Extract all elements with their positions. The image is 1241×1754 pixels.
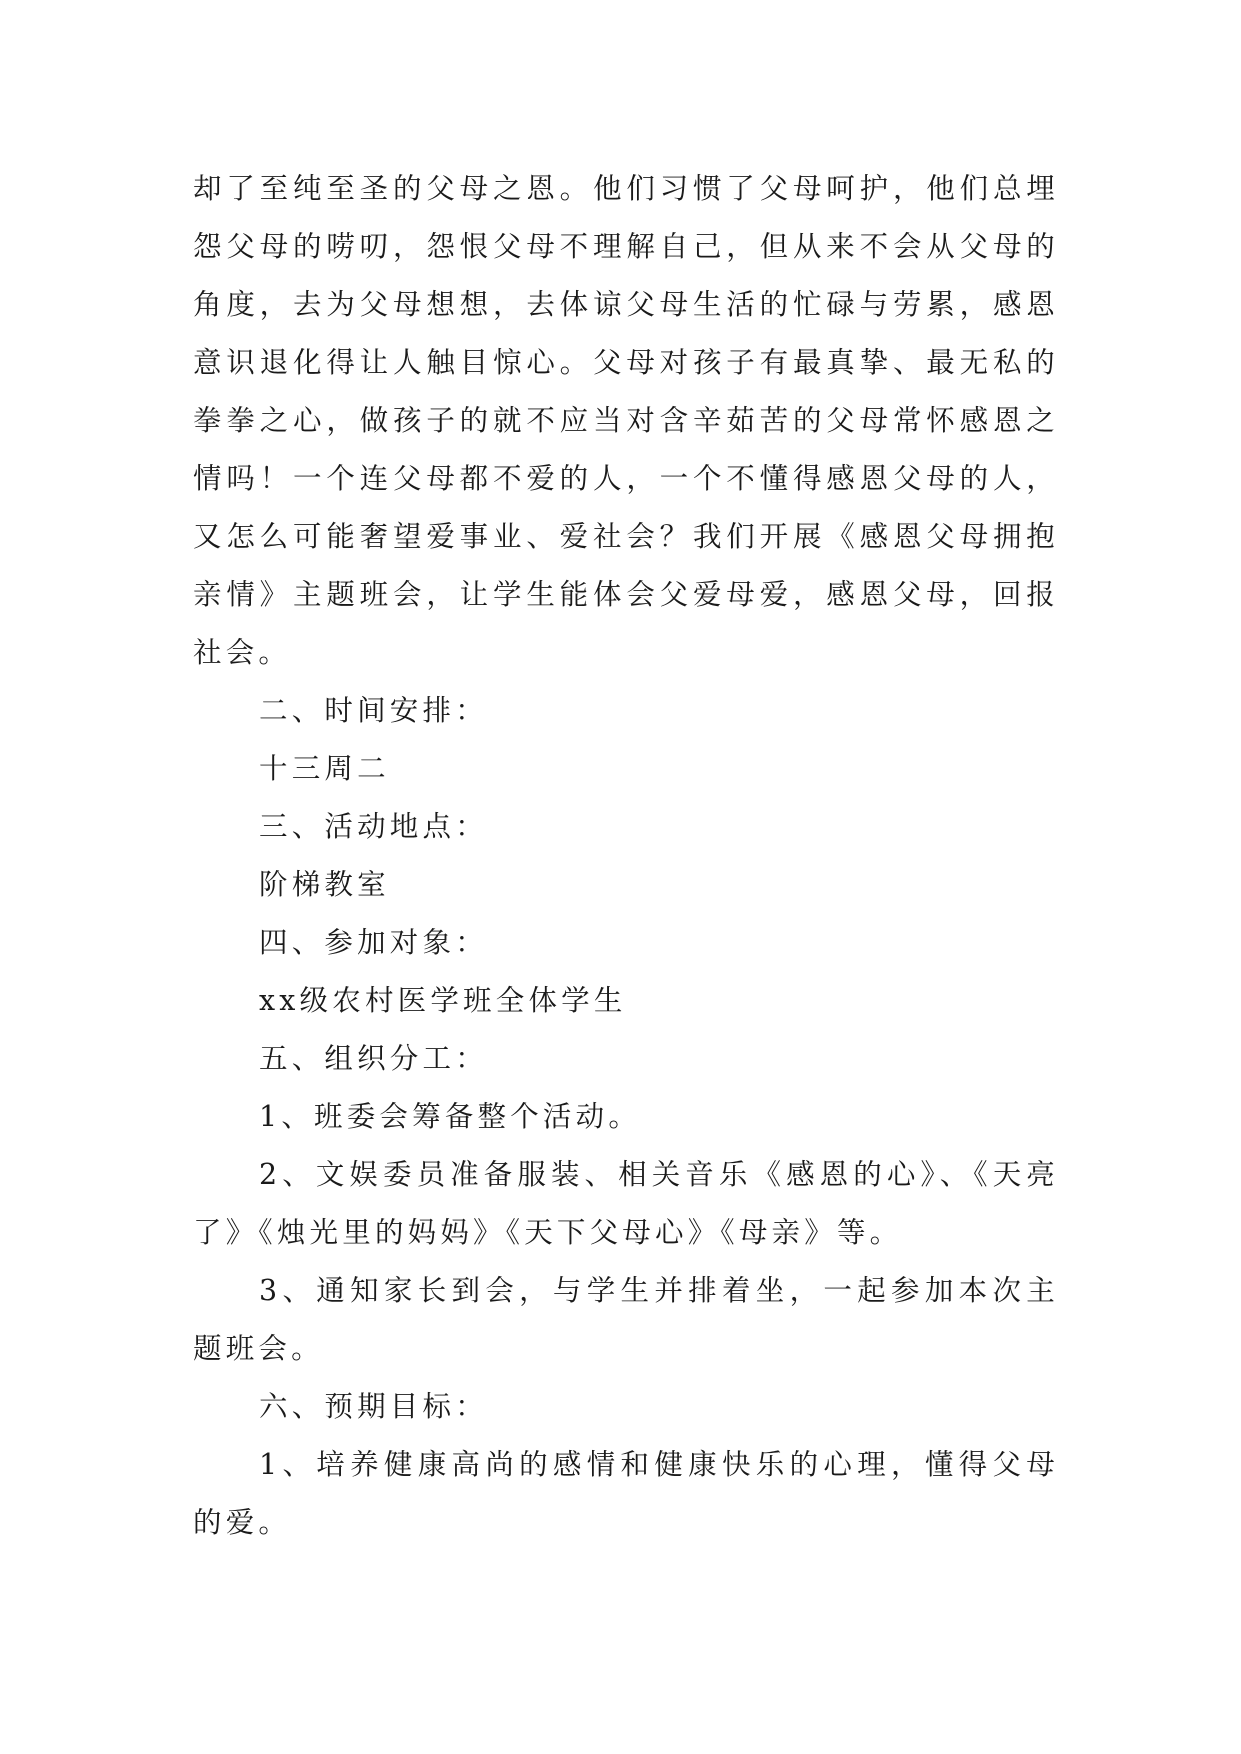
heading-division-of-work: 五、组织分工： [259,1042,488,1075]
goal-item-1: 1、培养健康高尚的感情和健康快乐的心理，懂得父母的爱。 [193,1448,1059,1539]
document-body [193,160,1059,1552]
division-item-1: 1、班委会筹备整个活动。 [259,1100,642,1133]
heading-expected-goals: 六、预期目标： [259,1390,488,1423]
heading-time-arrangement: 二、时间安排： [259,694,488,727]
time-value: 十三周二 [259,752,390,785]
paragraph-intro: 却了至纯至圣的父母之恩。他们习惯了父母呵护，他们总埋怨父母的唠叨，怨恨父母不理解自己，但从来不会从父母的角度，去为父母想想，去体谅父母生活的忙碌与劳累，感恩意识退化得让人触目惊心。父母对孩子有最真挚、最无私的拳拳之心，做孩子的就不应当对含辛茹苦的父母常怀感恩之情吗！一个连父母都不爱的人，一个不懂得感恩父母的人，又怎么可能奢望爱事业、爱社会？我们开展《感恩父母拥抱亲情》主题班会，让学生能体会父爱母爱，感恩父母，回报社会。 [193,172,1059,669]
division-item-3: 3、通知家长到会，与学生并排着坐，一起参加本次主题班会。 [193,1274,1059,1365]
participants-value: xx级农村医学班全体学生 [259,984,627,1017]
heading-activity-location: 三、活动地点： [259,810,488,843]
location-value: 阶梯教室 [259,868,390,901]
division-item-2: 2、文娱委员准备服装、相关音乐《感恩的心》、《天亮了》《烛光里的妈妈》《天下父母心》《母亲》等。 [193,1158,1059,1249]
heading-participants: 四、参加对象： [259,926,488,959]
